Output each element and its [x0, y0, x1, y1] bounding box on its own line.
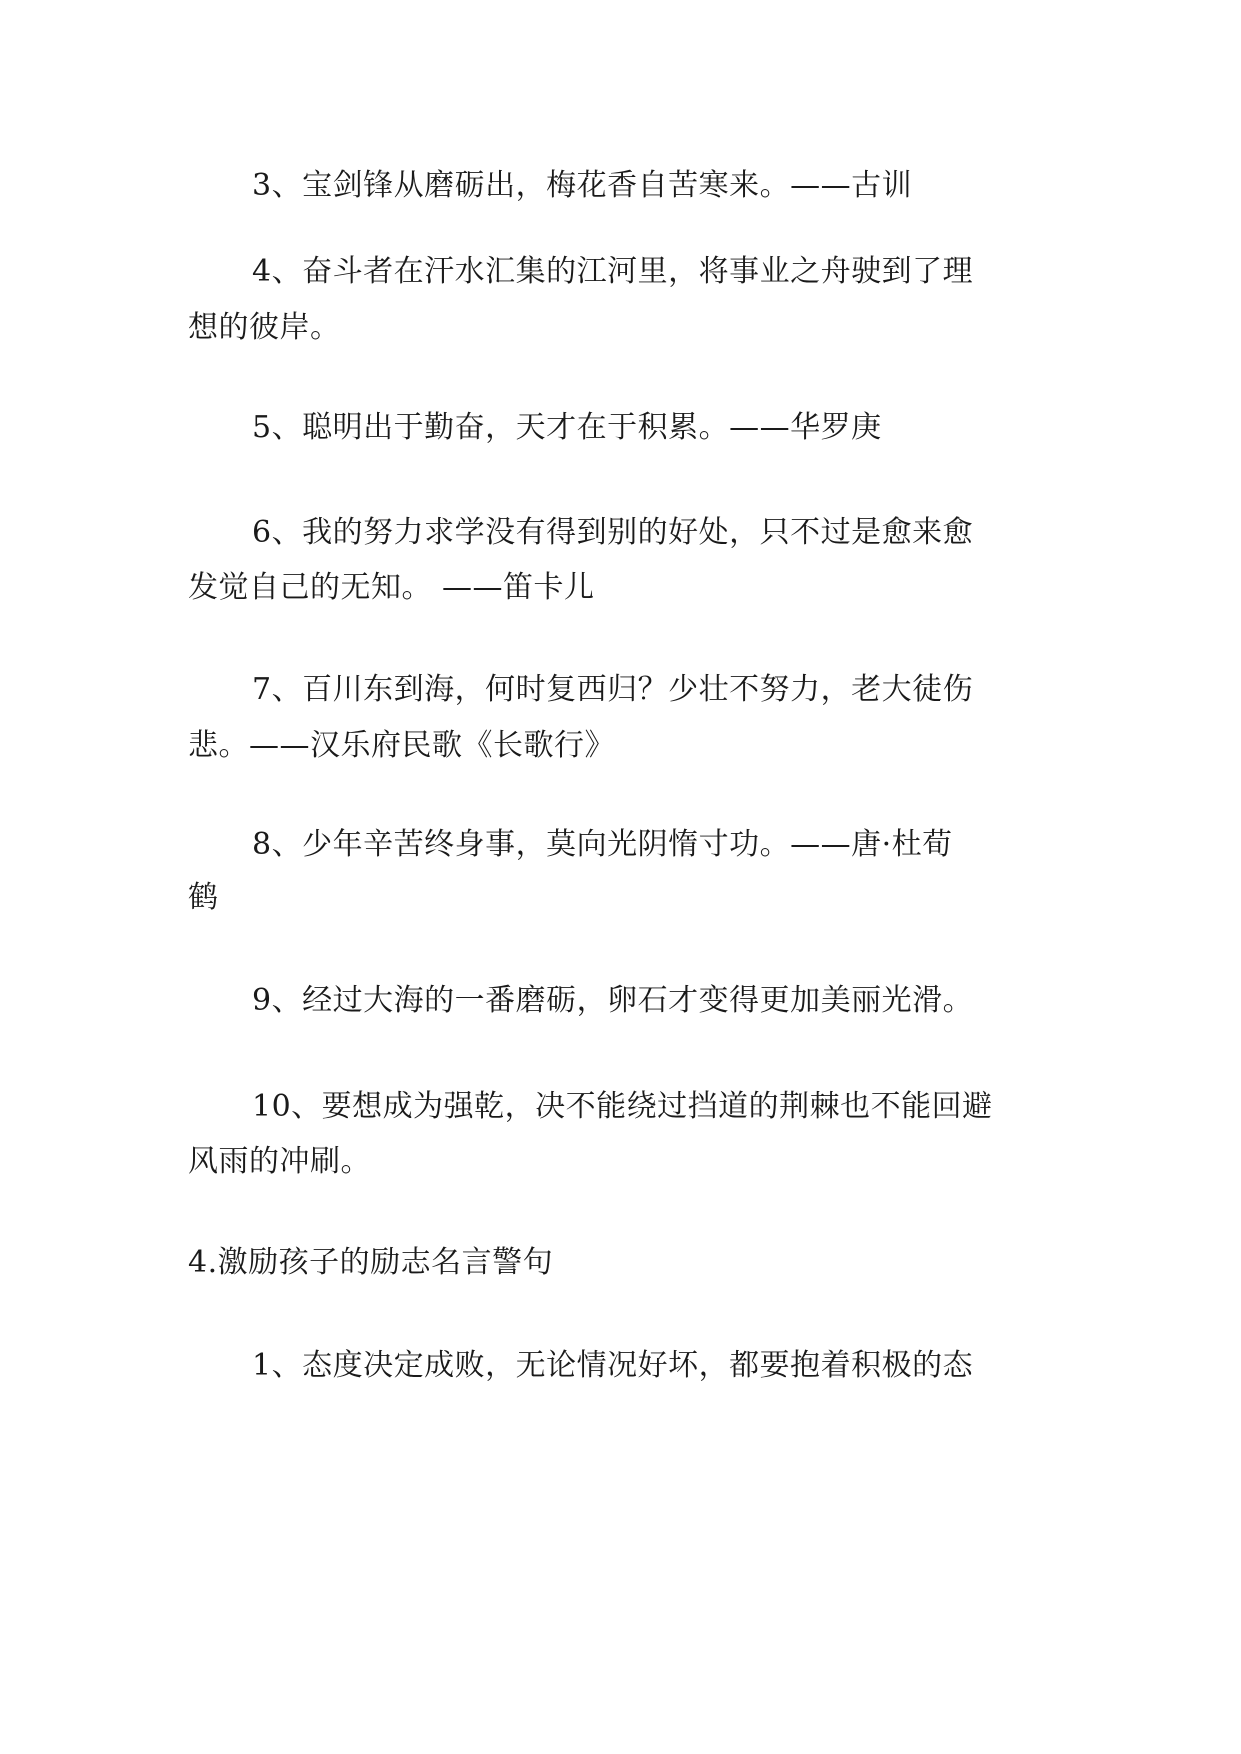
quote-8-line-2: 鹤	[188, 880, 219, 915]
quote-4-line-1: 4、奋斗者在汗水汇集的江河里，将事业之舟驶到了理	[252, 254, 974, 289]
quote-10-line-1: 10、要想成为强乾，决不能绕过挡道的荆棘也不能回避	[252, 1089, 993, 1124]
quote-5: 5、聪明出于勤奋，天才在于积累。——华罗庚	[252, 410, 882, 445]
quote-9: 9、经过大海的一番磨砺，卵石才变得更加美丽光滑。	[252, 983, 974, 1018]
section-heading: 4.激励孩子的励志名言警句	[188, 1245, 554, 1280]
quote-3: 3、宝剑锋从磨砺出，梅花香自苦寒来。——古训	[252, 168, 913, 203]
quote-8-line-1: 8、少年辛苦终身事，莫向光阴惰寸功。——唐·杜荀	[252, 827, 953, 862]
document-page	[188, 0, 1054, 1754]
quote-1: 1、态度决定成败，无论情况好坏，都要抱着积极的态	[252, 1348, 974, 1383]
quote-6-line-2: 发觉自己的无知。 ——笛卡儿	[188, 570, 595, 605]
quote-7-line-1: 7、百川东到海，何时复西归？少壮不努力，老大徒伤	[252, 672, 974, 707]
quote-7-line-2: 悲。——汉乐府民歌《长歌行》	[188, 728, 615, 763]
quote-10-line-2: 风雨的冲刷。	[188, 1144, 371, 1179]
quote-4-line-2: 想的彼岸。	[188, 310, 341, 345]
quote-6-line-1: 6、我的努力求学没有得到别的好处，只不过是愈来愈	[252, 515, 974, 550]
